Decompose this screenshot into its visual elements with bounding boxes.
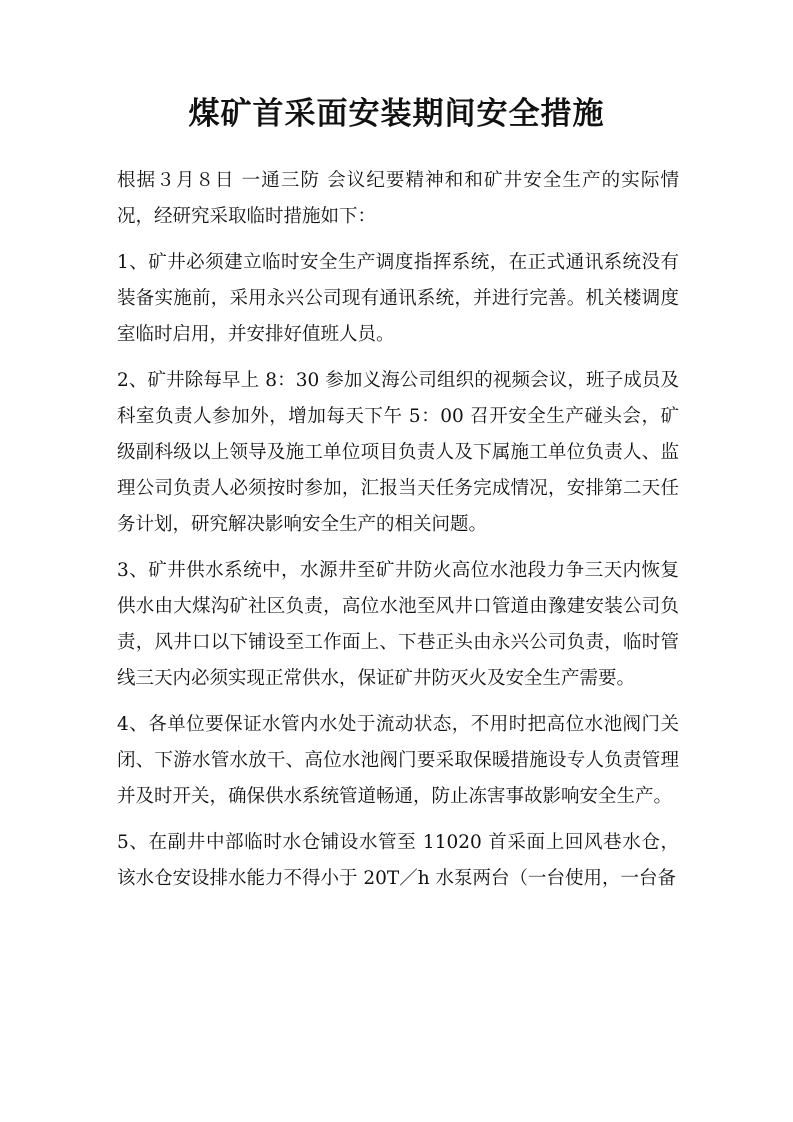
measure-paragraph-4: 4、各单位要保证水管内水处于流动状态，不用时把高位水池阀门关闭、下游水管水放干、高位水池阀门要采取保暖措施设专人负责管理并及时开关，确保供水系统管道畅通，防止冻害事故影响安全生产。 (117, 714, 679, 807)
measure-paragraph-2: 2、矿井除每早上 8：30 参加义海公司组织的视频会议，班子成员及科室负责人参加外，增加每天下午 5：00 召开安全生产碰头会，矿级副科级以上领导及施工单位项目负责人及下属施工单位负责人、监理公司负责人必须按时参加，汇报当天任务完成情况，安排第二天任务计划，研究解决影响安全生产的相关问题。 (117, 370, 679, 535)
document-title: 煤矿首采面安装期间安全措施 (188, 96, 605, 132)
intro-paragraph: 根据３月８日 一通三防 会议纪要精神和和矿井安全生产的实际情况，经研究采取临时措施如下： (117, 170, 679, 227)
measure-paragraph-5: 5、在副井中部临时水仓铺设水管至 11020 首采面上回风巷水仓，该水仓安设排水能力不得小于 20T／h 水泵两台（一台使用，一台备 (117, 832, 679, 889)
measure-paragraph-1: 1、矿井必须建立临时安全生产调度指挥系统，在正式通讯系统没有装备实施前，采用永兴公司现有通讯系统，并进行完善。机关楼调度室临时启用，并安排好值班人员。 (117, 252, 679, 345)
document-body (117, 163, 679, 907)
measure-paragraph-3: 3、矿井供水系统中，水源井至矿井防火高位水池段力争三天内恢复供水由大煤沟矿社区负责，高位水池至风井口管道由豫建安装公司负责，风井口以下铺设至工作面上、下巷正头由永兴公司负责，临时管线三天内必须实现正常供水，保证矿井防灭火及安全生产需要。 (117, 560, 679, 689)
